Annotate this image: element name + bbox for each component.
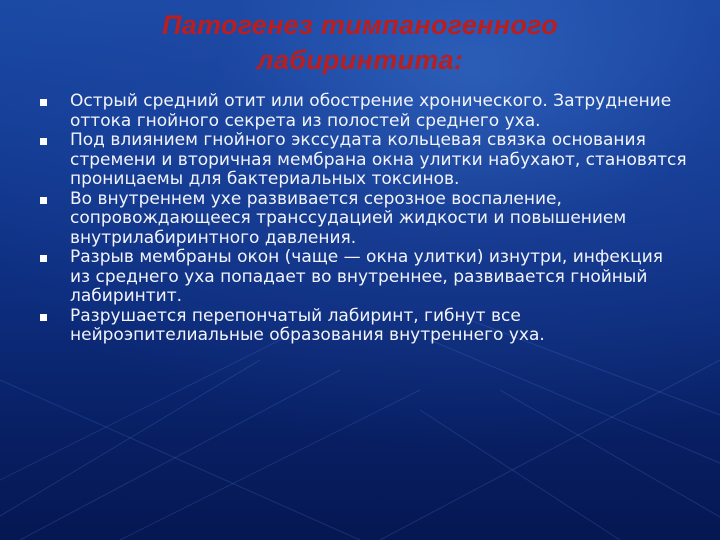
bullet-list [38, 92, 688, 346]
list-item-text: Во внутреннем ухе развивается серозное воспаление, сопровождающееся транссудацией жидкости и повышением внутрилабиринтного давления. [70, 188, 627, 248]
square-bullet-icon [40, 197, 47, 204]
list-item [38, 190, 688, 249]
square-bullet-icon [40, 255, 47, 262]
list-item-text: Разрыв мембраны окон (чаще — окна улитки) изнутри, инфекция из среднего уха попадает во внутреннее, развивается гнойный лабиринтит. [70, 247, 663, 306]
slide-title: Патогенез тимпаногенного лабиринтита: [161, 10, 558, 75]
bullet-list-container [38, 92, 688, 346]
list-item-text: Под влиянием гнойного экссудата кольцевая связка основания стремени и вторичная мембрана окна улитки набухают, становятся проницаемы для бактериальных токсинов. [70, 130, 687, 189]
square-bullet-icon [40, 99, 47, 106]
list-item-text: Острый средний отит или обострение хронического. Затруднение оттока гнойного секрета из полостей среднего уха. [70, 91, 672, 131]
square-bullet-icon [40, 314, 47, 321]
list-item [38, 248, 688, 307]
square-bullet-icon [40, 138, 47, 145]
list-item [38, 131, 688, 190]
list-item [38, 307, 688, 346]
list-item [38, 92, 688, 131]
list-item-text: Разрушается перепончатый лабиринт, гибнут все нейроэпителиальные образования внутреннего уха. [70, 305, 545, 345]
